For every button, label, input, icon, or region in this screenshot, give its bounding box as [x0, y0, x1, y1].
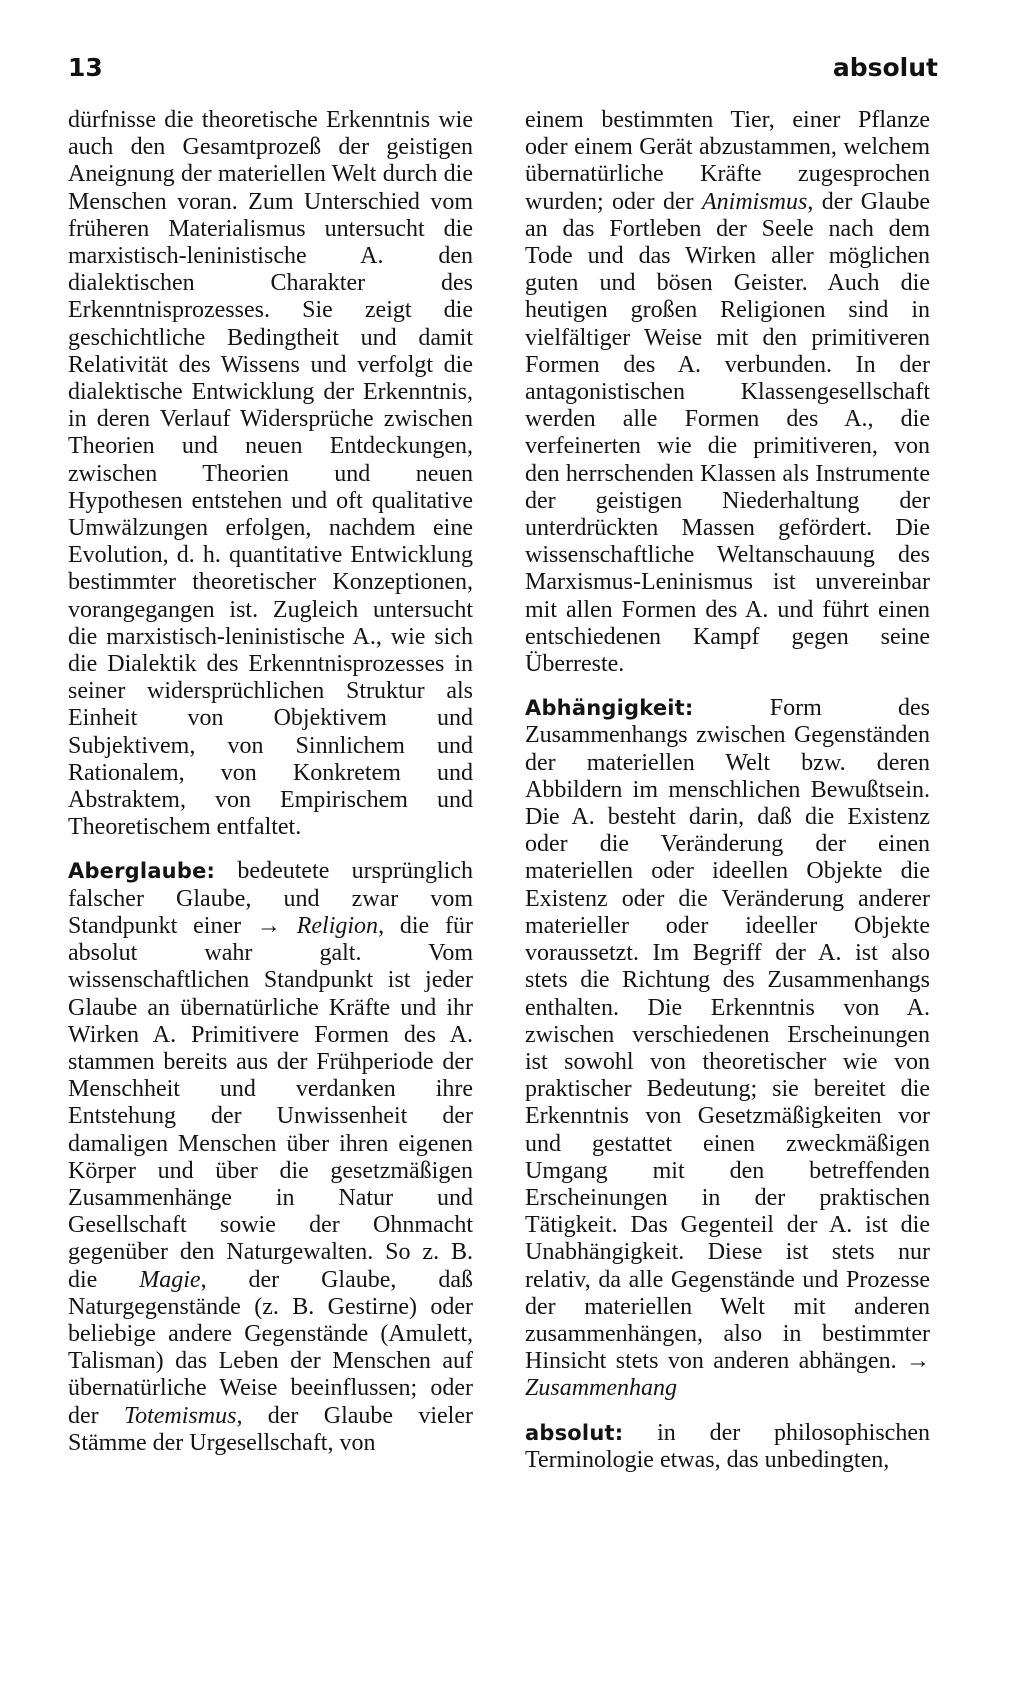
entry-aberglaube-continuation [525, 107, 930, 678]
page-number: 13 [68, 53, 103, 82]
cross-reference-religion[interactable]: Religion [296, 912, 379, 939]
lemma-absolut: absolut: [525, 1420, 624, 1445]
entry-text: , die für absolut wahr galt. Vom wissenschaftlichen Standpunkt ist jeder Glaube an übernatürliche Kräfte und ihr Wirken A. Primitivere Formen des A. stammen bereits aus der Frühperiode der Menschheit und verdanken ihre Entstehung der Unwissenheit der damaligen Menschen über ihren eigenen Körper und über die gesetzmäßigen Zusammenhänge in Natur und Gesellschaft sowie der Ohnmacht gegenüber den Naturgewalten. So z. B. die [68, 912, 473, 1293]
entry-text: , der Glaube vieler Stämme der Urgesellschaft, von [68, 1402, 473, 1456]
entry-continuation-paragraph: dürfnisse die theoretische Erkenntnis wie auch den Gesamtprozeß der geistigen Aneignung der materiellen Welt durch die Menschen voran. Zum Unterschied vom früheren Materialismus untersucht die marxistisch-leninistische A. den dialektischen Charakter des Erkenntnisprozesses. Sie zeigt die geschichtliche Bedingtheit und damit Relativität des Wissens und verfolgt die dialektische Entwicklung der Erkenntnis, in deren Verlauf Widersprüche zwischen Theorien und neuen Entdeckungen, zwischen Theorien und neuen Hypothesen entstehen und oft qualitative Umwälzungen erfolgen, nachdem eine Evolution, d. h. quantitative Entwicklung bestimmter theoretischer Konzeptionen, vorangegangen ist. Zugleich untersucht die marxistisch-leninistische A., wie sich die Dialektik des Erkenntnisprozesses in seiner widersprüchlichen Struktur als Einheit von Objektivem und Subjektivem, von Sinnlichem und Rationalem, von Konkretem und Abstraktem, von Empirischem und Theoretischem entfaltet. [68, 107, 473, 841]
left-column [68, 107, 473, 1457]
lemma-abhaengigkeit: Abhängigkeit: [525, 696, 694, 721]
entry-text: , der Glaube an das Fortleben der Seele nach dem Tode und das Wirken aller möglichen guten und bösen Geister. Auch die heutigen großen Religionen sind in vielfältiger Weise mit den primitiveren Formen des A. verbunden. In der antagonistischen Klassengesellschaft werden alle Formen des A., die verfeinerten wie die primitiveren, von den herrschenden Klassen als Instrumente der geistigen Niederhaltung der unterdrückten Massen gefördert. Die wissenschaftliche Weltanschauung des Marxismus-Leninismus ist unvereinbar mit allen Formen des A. und führt einen entschiedenen Kampf gegen seine Überreste. [525, 188, 930, 678]
cross-reference-zusammenhang[interactable]: Zusammenhang [525, 1375, 678, 1402]
entry-text: in der philosophischen Terminologie etwas, das unbedingten, [525, 1419, 930, 1473]
term-magie: Magie [139, 1266, 201, 1293]
entry-absolut [525, 1420, 930, 1474]
right-column [525, 107, 930, 1474]
entry-text: bedeutete ursprünglich falscher Glaube, und zwar vom Standpunkt einer [68, 858, 473, 939]
term-animismus: Animismus [702, 188, 808, 215]
entry-aberglaube [68, 858, 473, 1456]
cross-reference-arrow: → [906, 1348, 930, 1375]
lemma-aberglaube: Aberglaube: [68, 859, 216, 884]
cross-reference-arrow: → [256, 912, 281, 939]
entry-abhaengigkeit [525, 695, 930, 1402]
term-totemismus: Totemismus [123, 1402, 237, 1429]
running-head: absolut [832, 53, 938, 82]
entry-text: Form des Zusammenhangs zwischen Gegenständen der materiellen Welt bzw. deren Abbildern im menschlichen Bewußtsein. Die A. besteht darin, daß die Existenz oder die Veränderung der einen materiellen oder ideellen Objekte die Existenz oder die Veränderung anderer materieller oder ideeller Objekte voraussetzt. Im Begriff der A. ist also stets die Richtung des Zusammenhangs enthalten. Die Erkenntnis von A. zwischen verschiedenen Erscheinungen ist sowohl von theoretischer wie von praktischer Bedeutung; sie bereitet die Erkenntnis von Gesetzmäßigkeiten vor und gestattet einen zweckmäßigen Umgang mit den betreffenden Erscheinungen in der praktischen Tätigkeit. Das Gegenteil der A. ist die Unabhängigkeit. Diese ist stets nur relativ, da alle Gegenstände und Prozesse der materiellen Welt mit anderen zusammenhängen, also in bestimmter Hinsicht stets von anderen abhängen. [525, 695, 930, 1375]
entry-text: , der Glaube, daß Naturgegenstände (z. B. Gestirne) oder beliebige andere Gegenstände (Amulett, Talisman) das Leben der Menschen auf übernatürliche Weise beeinflussen; oder der [68, 1266, 473, 1429]
entry-text: einem bestimmten Tier, einer Pflanze oder einem Gerät abzustammen, welchem übernatürliche Kräfte zugesprochen wurden; oder der [525, 107, 930, 215]
